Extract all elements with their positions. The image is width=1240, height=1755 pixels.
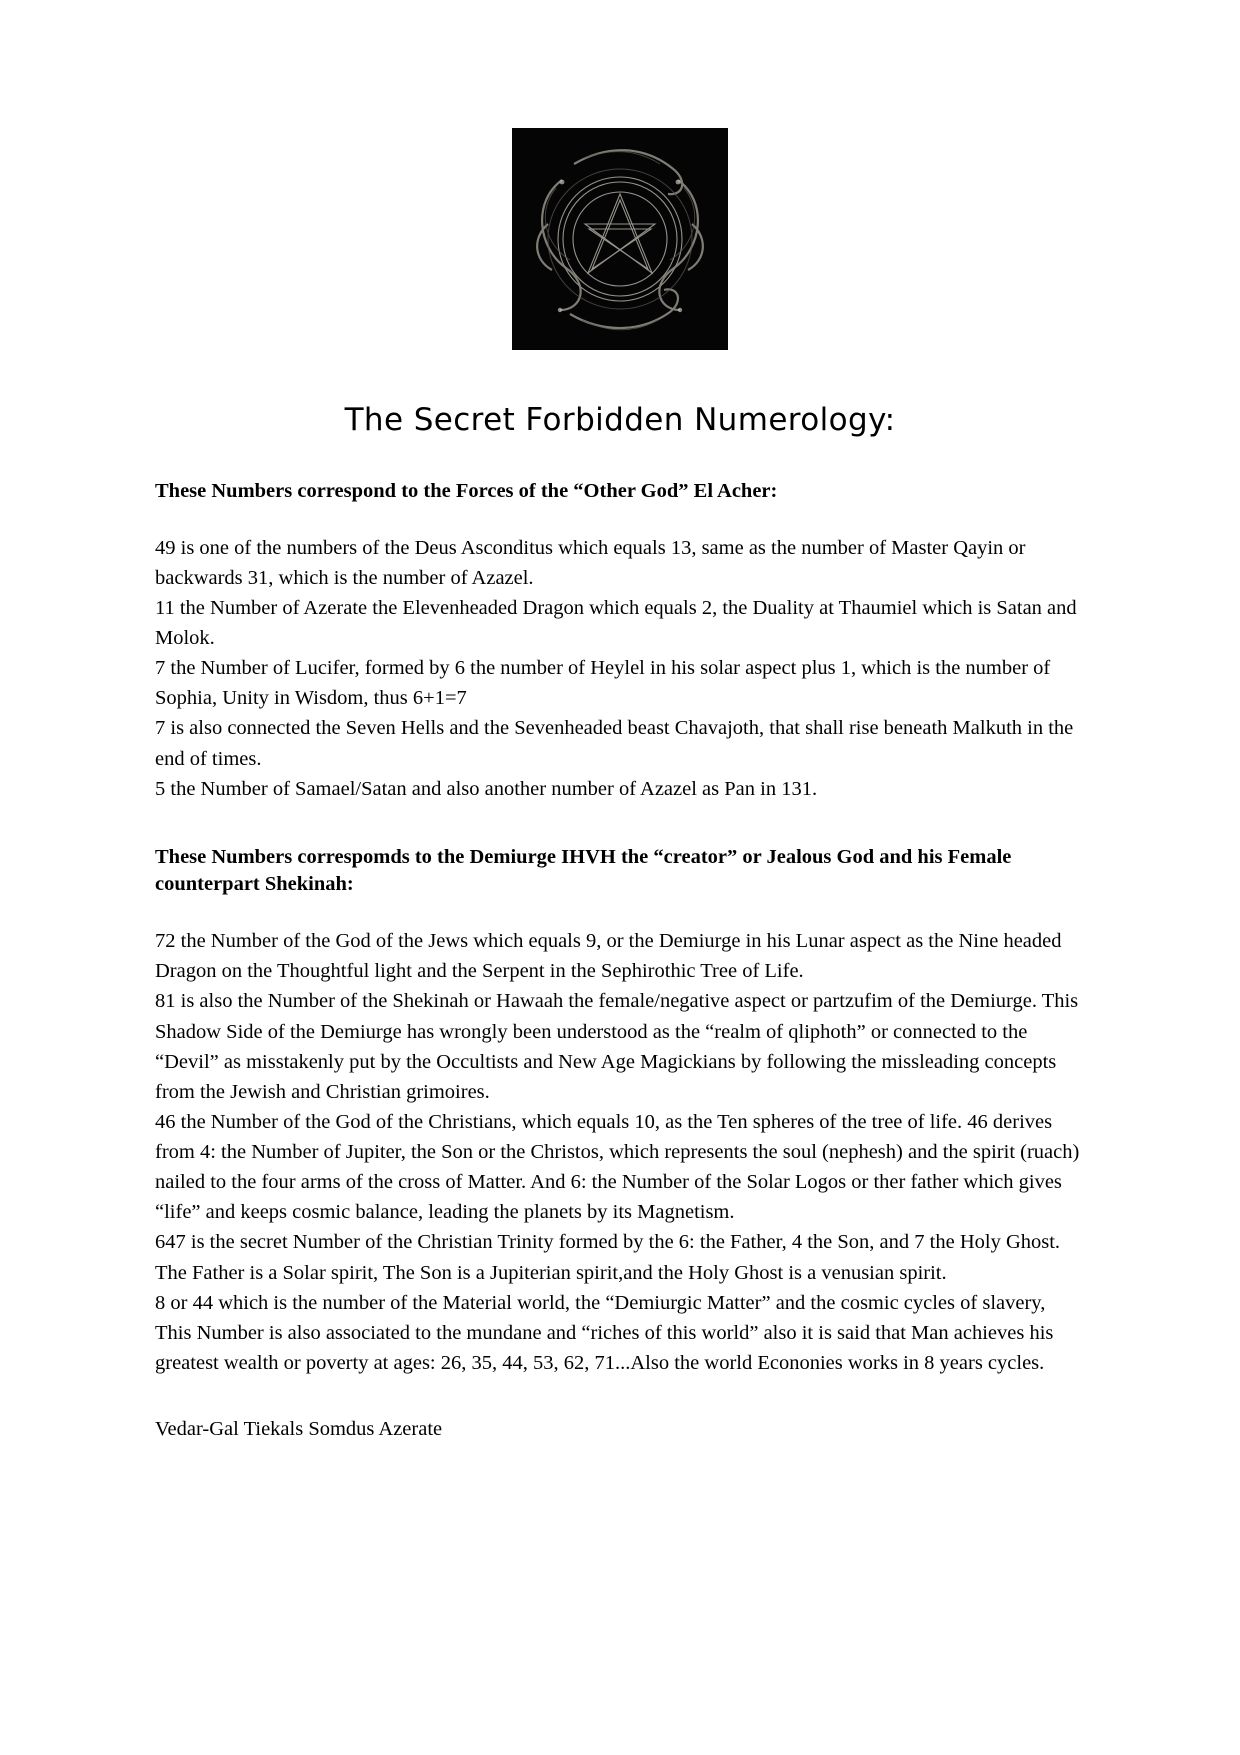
section-body-2 (155, 926, 1085, 1378)
paragraph: 11 the Number of Azerate the Elevenheaded Dragon which equals 2, the Duality at Thaumiel which is Satan and Molok. (155, 596, 1077, 650)
section-heading-2: These Numbers correspomds to the Demiurge IHVH the “creator” or Jealous God and his Female counterpart Shekinah: (155, 845, 1012, 896)
paragraph: 647 is the secret Number of the Christian Trinity formed by the 6: the Father, 4 the Son, and 7 the Holy Ghost. The Father is a Solar spirit, The Son is a Jupiterian spirit,and the Holy Ghost is a venusian spirit. (155, 1231, 1061, 1284)
paragraph: 46 the Number of the God of the Christians, which equals 10, as the Ten spheres of the tree of life. 46 derives from 4: the Number of Jupiter, the Son or the Christos, which represents the soul (nephesh) and the spirit (ruach) nailed to the four arms of the cross of Matter. And 6: the Number of the Solar Logos or ther father which gives “life” and keeps cosmic balance, leading the planets by its Magnetism. (155, 1110, 1080, 1224)
paragraph: 8 or 44 which is the number of the Material world, the “Demiurgic Matter” and the cosmic cycles of slavery, This Number is also associated to the mundane and “riches of this world” also it is said that Man achieves his greatest wealth or poverty at ages: 26, 35, 44, 53, 62, 71...Also the world Econonies works in 8 years cycles. (155, 1291, 1054, 1374)
section-body-1 (155, 533, 1085, 804)
signature-line: Vedar-Gal Tiekals Somdus Azerate (155, 1418, 443, 1441)
paragraph: 7 is also connected the Seven Hells and the Sevenheaded beast Chavajoth, that shall rise beneath Malkuth in the end of times. (155, 717, 1074, 770)
paragraph: 7 the Number of Lucifer, formed by 6 the number of Heylel in his solar aspect plus 1, which is the number of Sophia, Unity in Wisdom, thus 6+1=7 (155, 657, 1051, 710)
paragraph: 5 the Number of Samael/Satan and also another number of Azazel as Pan in 131. (155, 777, 818, 800)
page-title: The Secret Forbidden Numerology: (344, 402, 896, 438)
sigil-image-container (155, 0, 1085, 350)
paragraph: 81 is also the Number of the Shekinah or Hawaah the female/negative aspect or partzufim of the Demiurge. This Shadow Side of the Demiurge has wrongly been understood as the “realm of qliphoth” or connected to the “Devil” as misstakenly put by the Occultists and New Age Magickians by following the missleading concepts from the Jewish and Christian grimoires. (155, 990, 1079, 1103)
paragraph: 49 is one of the numbers of the Deus Asconditus which equals 13, same as the number of Master Qayin or backwards 31, which is the number of Azazel. (155, 536, 1026, 589)
occult-sigil-serpents-pentagram-icon (512, 128, 728, 350)
paragraph: 72 the Number of the God of the Jews which equals 9, or the Demiurge in his Lunar aspect as the Nine headed Dragon on the Thoughtful light and the Serpent in the Sephirothic Tree of Life. (155, 930, 1062, 983)
section-heading-1: These Numbers correspond to the Forces of the “Other God” El Acher: (155, 480, 778, 502)
